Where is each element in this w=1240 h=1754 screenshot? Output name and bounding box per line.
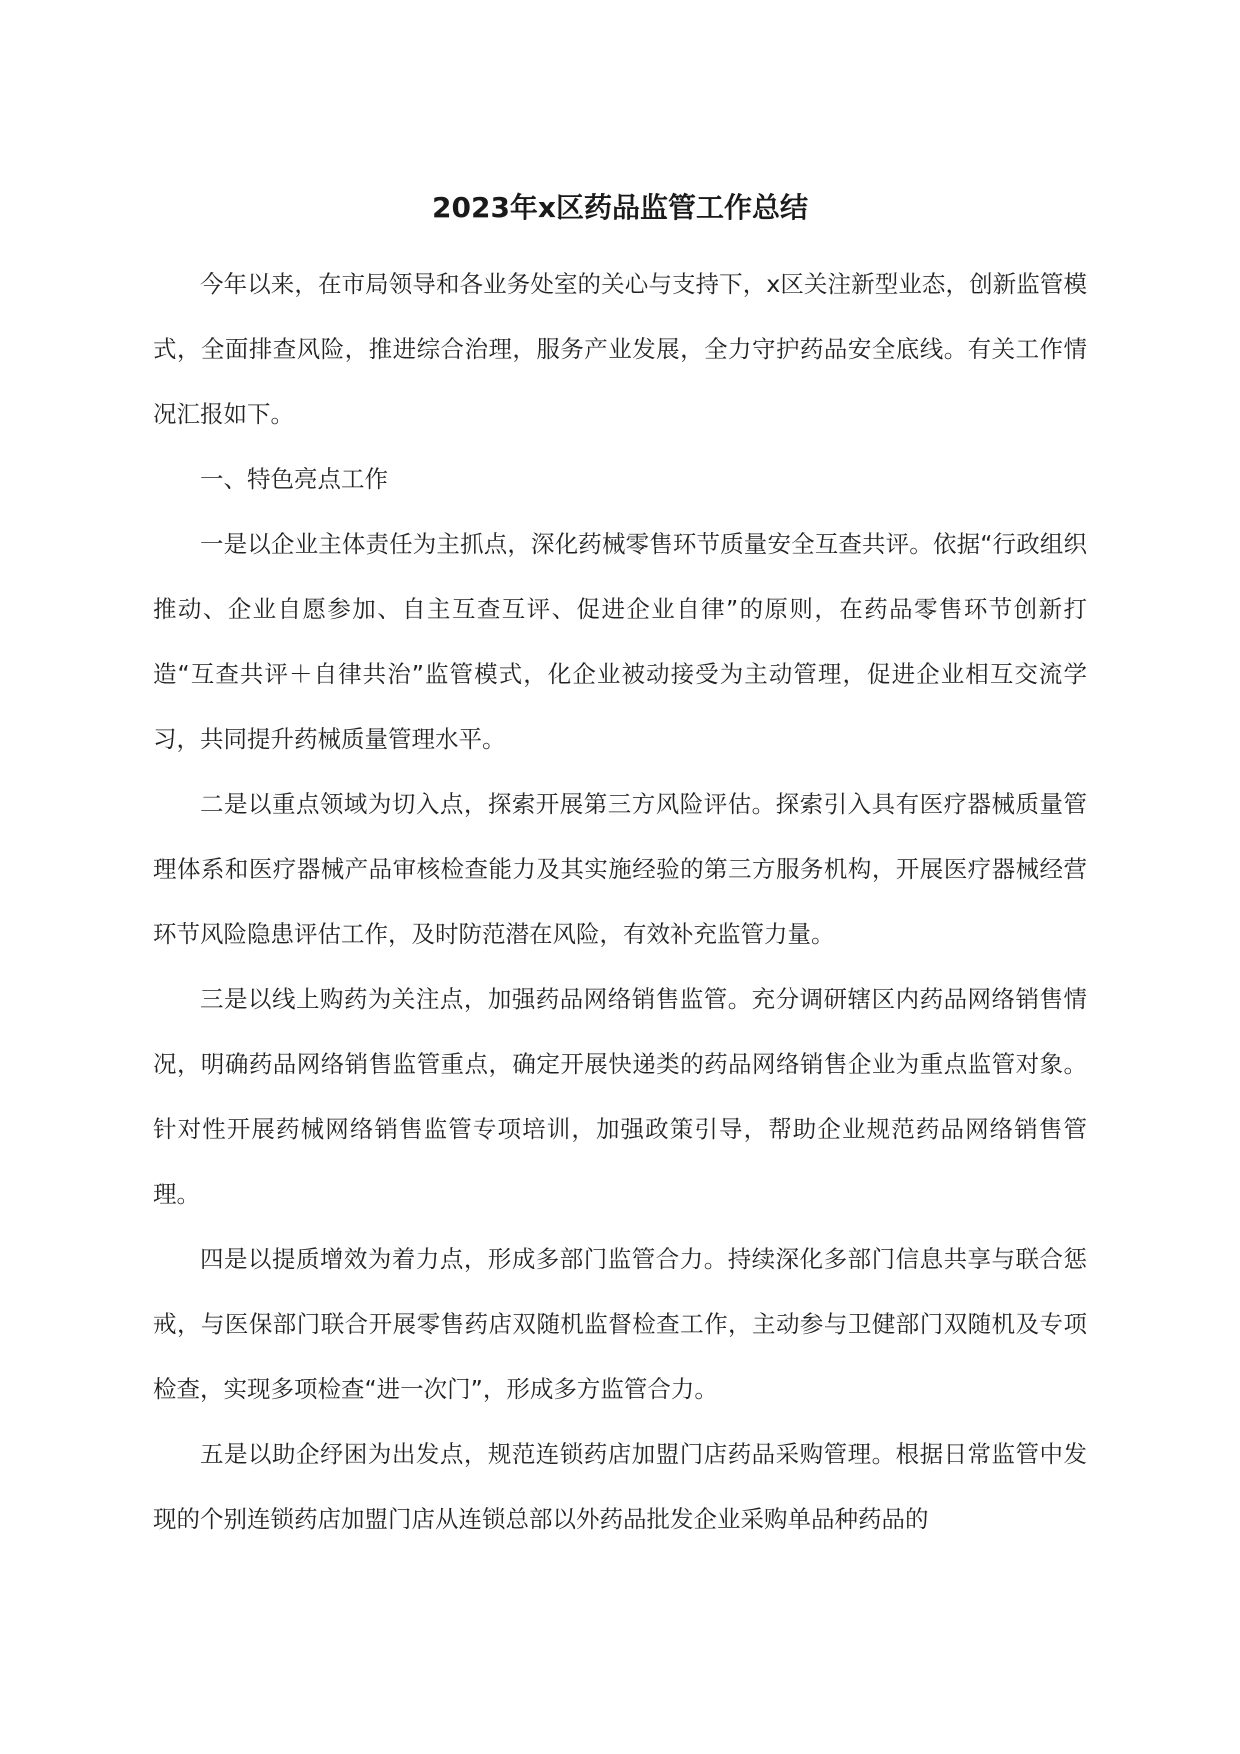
document-body	[153, 252, 1087, 1552]
paragraph-item-4: 四是以提质增效为着力点，形成多部门监管合力。持续深化多部门信息共享与联合惩戒，与医保部门联合开展零售药店双随机监督检查工作，主动参与卫健部门双随机及专项检查，实现多项检查“进一次门”，形成多方监管合力。	[153, 1245, 1087, 1403]
paragraph-intro: 今年以来，在市局领导和各业务处室的关心与支持下，x区关注新型业态，创新监管模式，全面排查风险，推进综合治理，服务产业发展，全力守护药品安全底线。有关工作情况汇报如下。	[153, 270, 1087, 428]
section-heading: 一、特色亮点工作	[200, 465, 388, 493]
paragraph-item-2: 二是以重点领域为切入点，探索开展第三方风险评估。探索引入具有医疗器械质量管理体系和医疗器械产品审核检查能力及其实施经验的第三方服务机构，开展医疗器械经营环节风险隐患评估工作，及时防范潜在风险，有效补充监管力量。	[153, 790, 1087, 948]
paragraph-item-1: 一是以企业主体责任为主抓点，深化药械零售环节质量安全互查共评。依据“行政组织推动、企业自愿参加、自主互查互评、促进企业自律”的原则，在药品零售环节创新打造“互查共评＋自律共治”监管模式，化企业被动接受为主动管理，促进企业相互交流学习，共同提升药械质量管理水平。	[153, 530, 1087, 753]
paragraph-item-3: 三是以线上购药为关注点，加强药品网络销售监管。充分调研辖区内药品网络销售情况，明确药品网络销售监管重点，确定开展快递类的药品网络销售企业为重点监管对象。针对性开展药械网络销售监管专项培训，加强政策引导，帮助企业规范药品网络销售管理。	[153, 985, 1087, 1208]
document-title: 2023年x区药品监管工作总结	[432, 191, 808, 224]
paragraph-item-5: 五是以助企纾困为出发点，规范连锁药店加盟门店药品采购管理。根据日常监管中发现的个别连锁药店加盟门店从连锁总部以外药品批发企业采购单品种药品的	[153, 1440, 1087, 1533]
